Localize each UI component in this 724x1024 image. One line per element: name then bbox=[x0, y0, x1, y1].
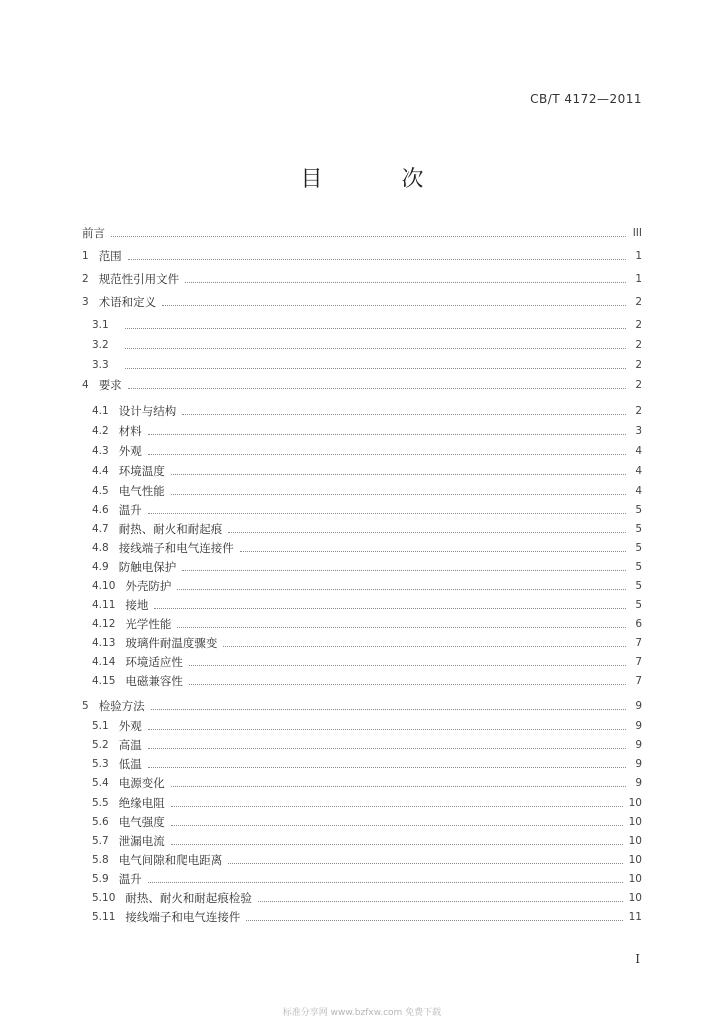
toc-entry-number: 5 bbox=[82, 700, 89, 712]
toc-entry-title: 外观 bbox=[118, 719, 142, 733]
dot-leader bbox=[171, 806, 623, 807]
toc-entry-number: 4.8 bbox=[92, 542, 109, 554]
toc-entry[interactable] bbox=[82, 774, 642, 792]
dot-leader bbox=[162, 305, 626, 306]
toc-entry-number: 4.4 bbox=[92, 465, 109, 477]
dot-leader bbox=[148, 454, 626, 455]
toc-entry[interactable] bbox=[82, 356, 642, 374]
toc-entry[interactable] bbox=[82, 634, 642, 652]
toc-entry-page: 4 bbox=[635, 485, 642, 497]
dot-leader bbox=[240, 551, 626, 552]
toc-entry-page: 1 bbox=[635, 273, 642, 285]
toc-entry-page: 6 bbox=[635, 618, 642, 630]
toc-entry-number: 4.15 bbox=[92, 675, 116, 687]
toc-entry-number: 5.11 bbox=[92, 911, 116, 923]
toc-entry-number: 4.1 bbox=[92, 405, 109, 417]
dot-leader bbox=[125, 348, 626, 349]
toc-entry-number: 5.1 bbox=[92, 720, 109, 732]
dot-leader bbox=[228, 532, 626, 533]
toc-entry-number: 5.5 bbox=[92, 797, 109, 809]
dot-leader bbox=[171, 825, 623, 826]
dot-leader bbox=[171, 786, 626, 787]
dot-leader bbox=[185, 282, 626, 283]
toc-entry[interactable] bbox=[82, 832, 642, 850]
toc-entry-number: 3.3 bbox=[92, 359, 109, 371]
toc-entry-number: 3.1 bbox=[92, 319, 109, 331]
toc-entry-title: 泄漏电流 bbox=[118, 834, 165, 848]
toc-entry[interactable] bbox=[82, 755, 642, 773]
toc-entry-title: 检验方法 bbox=[98, 699, 145, 713]
dot-leader bbox=[171, 494, 626, 495]
toc-entry-page: 10 bbox=[628, 854, 642, 866]
toc-entry-number: 5.10 bbox=[92, 892, 116, 904]
toc-entry-page: 10 bbox=[628, 892, 642, 904]
dot-leader bbox=[171, 844, 623, 845]
toc-entry-page: 4 bbox=[635, 445, 642, 457]
toc-entry-page: 2 bbox=[635, 296, 642, 308]
toc-entry-number: 5.4 bbox=[92, 777, 109, 789]
toc-entry-title: 环境适应性 bbox=[125, 655, 183, 669]
toc-entry-title: 外观 bbox=[118, 444, 142, 458]
toc-entry-page: 5 bbox=[635, 504, 642, 516]
toc-entry-page: 5 bbox=[635, 599, 642, 611]
toc-entry-title: 耐热、耐火和耐起痕 bbox=[118, 522, 223, 536]
toc-entry-number: 5.7 bbox=[92, 835, 109, 847]
dot-leader bbox=[148, 748, 626, 749]
toc-entry-number: 4.14 bbox=[92, 656, 116, 668]
toc-entry-title: 接线端子和电气连接件 bbox=[118, 541, 234, 555]
toc-entry-page: 2 bbox=[635, 319, 642, 331]
toc-entry[interactable] bbox=[82, 615, 642, 633]
toc-entry[interactable] bbox=[82, 577, 642, 595]
toc-entry-page: 5 bbox=[635, 542, 642, 554]
toc-entry-title: 外壳防护 bbox=[125, 579, 172, 593]
toc-entry[interactable] bbox=[82, 270, 642, 288]
dot-leader bbox=[182, 570, 626, 571]
toc-entry-page: 2 bbox=[635, 405, 642, 417]
toc-entry[interactable] bbox=[82, 422, 642, 440]
toc-entry-number: 5.3 bbox=[92, 758, 109, 770]
toc-entry[interactable] bbox=[82, 376, 642, 394]
dot-leader bbox=[148, 767, 626, 768]
toc-entry-number: 3.2 bbox=[92, 339, 109, 351]
toc-entry-page: 2 bbox=[635, 359, 642, 371]
toc-entry-page: 7 bbox=[635, 656, 642, 668]
toc-entry-page: 9 bbox=[635, 758, 642, 770]
dot-leader bbox=[189, 665, 626, 666]
dot-leader bbox=[177, 627, 626, 628]
toc-entry-page: 4 bbox=[635, 465, 642, 477]
dot-leader bbox=[258, 901, 623, 902]
toc-entry-number: 4.10 bbox=[92, 580, 116, 592]
toc-entry-title: 前言 bbox=[82, 226, 105, 240]
toc-entry-number: 5.2 bbox=[92, 739, 109, 751]
toc-entry-title: 耐热、耐火和耐起痕检验 bbox=[125, 891, 252, 905]
toc-entry[interactable] bbox=[82, 293, 642, 311]
toc-entry[interactable] bbox=[82, 794, 642, 812]
dot-leader bbox=[154, 608, 626, 609]
toc-entry-page: 7 bbox=[635, 637, 642, 649]
toc-entry-title: 温升 bbox=[118, 872, 142, 886]
toc-entry-page: 2 bbox=[635, 379, 642, 391]
toc-entry-title: 绝缘电阻 bbox=[118, 796, 165, 810]
toc-entry-number: 4.9 bbox=[92, 561, 109, 573]
toc-entry[interactable] bbox=[82, 736, 642, 754]
toc-entry[interactable] bbox=[82, 520, 642, 538]
toc-entry-title: 电气强度 bbox=[118, 815, 165, 829]
toc-entry-page: 5 bbox=[635, 523, 642, 535]
toc-entry-page: 9 bbox=[635, 739, 642, 751]
toc-entry-page: 10 bbox=[628, 797, 642, 809]
toc-entry-number: 4.6 bbox=[92, 504, 109, 516]
toc-entry-number: 2 bbox=[82, 273, 89, 285]
toc-entry[interactable] bbox=[82, 813, 642, 831]
dot-leader bbox=[148, 882, 623, 883]
toc-entry-number: 5.6 bbox=[92, 816, 109, 828]
toc-entry[interactable] bbox=[82, 697, 642, 715]
toc-entry-title: 接线端子和电气连接件 bbox=[125, 910, 241, 924]
toc-entry-title: 设计与结构 bbox=[118, 404, 177, 418]
dot-leader bbox=[125, 368, 626, 369]
toc-entry-page: 5 bbox=[635, 561, 642, 573]
toc-entry-page: 3 bbox=[635, 425, 642, 437]
toc-entry-number: 4.2 bbox=[92, 425, 109, 437]
toc-entry-number: 4.7 bbox=[92, 523, 109, 535]
toc-entry-number: 4.13 bbox=[92, 637, 116, 649]
dot-leader bbox=[228, 863, 622, 864]
toc-entry-number: 4.11 bbox=[92, 599, 116, 611]
toc-entry-page: 9 bbox=[635, 700, 642, 712]
toc-entry-title: 玻璃件耐温度骤变 bbox=[125, 636, 218, 650]
toc-entry[interactable] bbox=[82, 908, 642, 926]
toc-entry-title: 电源变化 bbox=[118, 776, 165, 790]
toc-entry[interactable] bbox=[82, 482, 642, 500]
page-title: 目 次 bbox=[300, 167, 460, 192]
toc-entry-title: 防触电保护 bbox=[118, 560, 177, 574]
dot-leader bbox=[128, 259, 626, 260]
toc-entry[interactable] bbox=[82, 870, 642, 888]
toc-entry-number: 4.3 bbox=[92, 445, 109, 457]
toc-entry-title: 电磁兼容性 bbox=[125, 674, 183, 688]
toc-entry[interactable] bbox=[82, 672, 642, 690]
dot-leader bbox=[171, 474, 626, 475]
dot-leader bbox=[148, 434, 626, 435]
toc-entry-page: III bbox=[632, 227, 642, 239]
dot-leader bbox=[246, 920, 622, 921]
toc-entry-page: 11 bbox=[628, 911, 642, 923]
toc-entry-title: 低温 bbox=[118, 757, 142, 771]
watermark: 标准分享网 www.bzfxw.com 免费下载 bbox=[282, 1008, 442, 1018]
dot-leader bbox=[111, 236, 626, 237]
toc-entry[interactable] bbox=[82, 462, 642, 480]
toc-entry-title: 术语和定义 bbox=[98, 295, 157, 309]
dot-leader bbox=[128, 388, 626, 389]
toc-entry-title: 规范性引用文件 bbox=[98, 272, 180, 286]
toc-entry-title: 范围 bbox=[98, 249, 122, 263]
toc-entry-title: 环境温度 bbox=[118, 464, 165, 478]
toc-entry-page: 10 bbox=[628, 873, 642, 885]
toc-entry-page: 7 bbox=[635, 675, 642, 687]
dot-leader bbox=[182, 414, 626, 415]
toc-entry[interactable] bbox=[82, 442, 642, 460]
toc-entry-title: 高温 bbox=[118, 738, 142, 752]
toc-entry-title: 材料 bbox=[118, 424, 142, 438]
toc-entry-page: 5 bbox=[635, 580, 642, 592]
dot-leader bbox=[148, 729, 626, 730]
toc-entry-title: 光学性能 bbox=[125, 617, 172, 631]
dot-leader bbox=[223, 646, 626, 647]
toc-entry[interactable] bbox=[82, 596, 642, 614]
toc-entry[interactable] bbox=[82, 224, 642, 242]
toc-entry[interactable] bbox=[82, 316, 642, 334]
toc-entry[interactable] bbox=[82, 558, 642, 576]
toc-entry[interactable] bbox=[82, 247, 642, 265]
toc-entry-number: 5.8 bbox=[92, 854, 109, 866]
toc-entry-page: 9 bbox=[635, 720, 642, 732]
toc-entry[interactable] bbox=[82, 851, 642, 869]
toc-entry-page: 2 bbox=[635, 339, 642, 351]
toc-entry-number: 4.12 bbox=[92, 618, 116, 630]
toc-entry-page: 1 bbox=[635, 250, 642, 262]
dot-leader bbox=[151, 709, 626, 710]
page-number: I bbox=[635, 952, 640, 966]
toc-entry[interactable] bbox=[82, 539, 642, 557]
toc-entry-title: 温升 bbox=[118, 503, 142, 517]
toc-entry[interactable] bbox=[82, 717, 642, 735]
toc-entry-page: 10 bbox=[628, 835, 642, 847]
toc-entry[interactable] bbox=[82, 653, 642, 671]
dot-leader bbox=[189, 684, 626, 685]
toc-entry-number: 4.5 bbox=[92, 485, 109, 497]
toc-entry-title: 电气性能 bbox=[118, 484, 165, 498]
toc-entry[interactable] bbox=[82, 336, 642, 354]
dot-leader bbox=[125, 328, 626, 329]
standard-code: CB/T 4172—2011 bbox=[530, 92, 642, 106]
toc-entry-number: 3 bbox=[82, 296, 89, 308]
toc-entry[interactable] bbox=[82, 889, 642, 907]
toc-entry[interactable] bbox=[82, 402, 642, 420]
toc-entry[interactable] bbox=[82, 501, 642, 519]
toc-entry-page: 10 bbox=[628, 816, 642, 828]
dot-leader bbox=[148, 513, 626, 514]
toc-entry-number: 4 bbox=[82, 379, 89, 391]
toc-entry-title: 电气间隙和爬电距离 bbox=[118, 853, 223, 867]
dot-leader bbox=[177, 589, 626, 590]
toc-entry-number: 1 bbox=[82, 250, 89, 262]
toc-entry-title: 接地 bbox=[125, 598, 149, 612]
toc-entry-number: 5.9 bbox=[92, 873, 109, 885]
toc-entry-title: 要求 bbox=[98, 378, 122, 392]
toc-entry-page: 9 bbox=[635, 777, 642, 789]
